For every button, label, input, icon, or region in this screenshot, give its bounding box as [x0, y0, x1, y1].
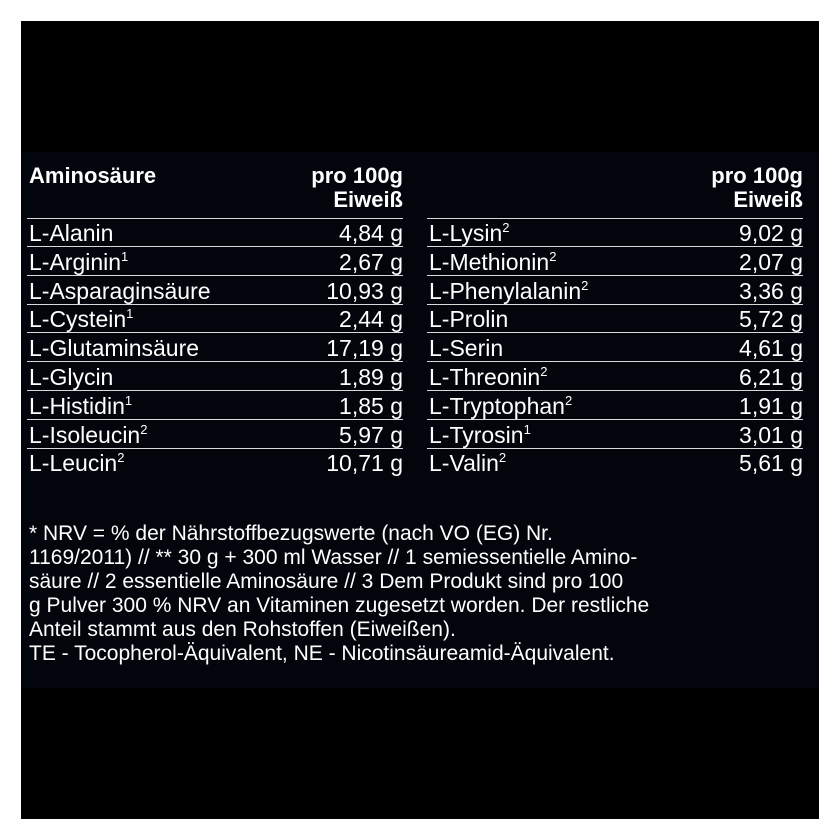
- header-per-line2: Eiweiß: [733, 187, 803, 212]
- header-per-line1: pro 100g: [711, 163, 803, 188]
- footnote-marker: 2: [117, 450, 125, 466]
- table-body: [21, 219, 819, 478]
- footnote-marker: 1: [124, 392, 133, 408]
- amino-acid-value: 5,72 g: [739, 306, 803, 333]
- header-amino-acid: Aminosäure: [29, 163, 157, 188]
- amino-acid-label: L-Methionin: [429, 248, 550, 275]
- footnote-line: Anteil stammt aus den Rohstoffen (Eiweißen).: [29, 618, 456, 641]
- amino-acid-label: L-Asparaginsäure: [29, 277, 211, 304]
- amino-acid-label: L-Glutaminsäure: [29, 335, 200, 362]
- amino-acid-label: L-Alanin: [29, 220, 114, 246]
- amino-acid-value: 3,01 g: [739, 421, 803, 448]
- footnote-marker: 1: [121, 248, 129, 264]
- amino-acid-value: 10,71 g: [326, 450, 403, 477]
- amino-acid-value: 1,91 g: [739, 392, 803, 419]
- footnote-line: säure // 2 essentielle Aminosäure // 3 Dem Produkt sind pro 100: [29, 570, 624, 593]
- amino-acid-value: 5,61 g: [739, 450, 803, 477]
- header-per-line1: pro 100g: [311, 163, 403, 188]
- amino-acid-label: L-Lysin: [429, 220, 503, 246]
- footnote-marker: 1: [523, 421, 531, 437]
- header-per-100g-left: [251, 164, 403, 212]
- amino-acid-value: 4,61 g: [739, 335, 803, 362]
- table-row: [21, 421, 819, 450]
- amino-acid-value: 2,07 g: [739, 248, 803, 275]
- table-header: [21, 162, 819, 214]
- footnote-line: g Pulver 300 % NRV an Vitaminen zugesetzt worden. Der restliche: [29, 594, 650, 617]
- amino-acid-label: L-Valin: [429, 450, 499, 477]
- table-row: [21, 277, 819, 306]
- amino-acid-value: 5,97 g: [339, 421, 403, 448]
- footnote-marker: 2: [549, 248, 557, 264]
- amino-acid-value: 6,21 g: [739, 363, 803, 390]
- footnote: [29, 522, 815, 666]
- footnote-marker: 2: [581, 277, 589, 293]
- table-row: [21, 363, 819, 392]
- footnote-line: TE - Tocopherol-Äquivalent, NE - Nicotinsäureamid-Äquivalent.: [29, 642, 615, 665]
- amino-acid-table-panel: [21, 152, 819, 688]
- amino-acid-label: L-Prolin: [429, 306, 509, 333]
- amino-acid-label: L-Tyrosin: [429, 421, 524, 448]
- amino-acid-value: 3,36 g: [739, 277, 803, 304]
- table-row: [21, 219, 819, 248]
- footnote-marker: 2: [140, 421, 148, 437]
- footnote-marker: 1: [126, 306, 134, 322]
- amino-acid-label: L-Arginin: [29, 248, 122, 275]
- amino-acid-value: 2,67 g: [339, 248, 403, 275]
- footnote-marker: 2: [502, 220, 510, 235]
- table-row: [21, 305, 819, 334]
- amino-acid-label: L-Phenylalanin: [429, 277, 582, 304]
- table-row: [21, 334, 819, 363]
- amino-acid-value: 1,89 g: [339, 363, 403, 390]
- amino-acid-label: L-Cystein: [29, 306, 127, 333]
- amino-acid-label: L-Isoleucin: [29, 421, 141, 448]
- table-row: [21, 449, 819, 478]
- footnote-line: * NRV = % der Nährstoffbezugswerte (nach VO (EG) Nr.: [29, 522, 553, 545]
- amino-acid-label: L-Tryptophan: [429, 392, 565, 419]
- footnote-line: 1169/2011) // ** 30 g + 300 ml Wasser // 1 semiessentielle Amino-: [29, 546, 638, 569]
- footnote-marker: 2: [540, 363, 548, 379]
- amino-acid-value: 17,19 g: [326, 335, 403, 362]
- amino-acid-label: L-Leucin: [29, 450, 118, 477]
- amino-acid-value: 1,85 g: [339, 392, 403, 419]
- amino-acid-label: L-Histidin: [29, 392, 125, 419]
- table-row: [21, 248, 819, 277]
- footnote-marker: 2: [564, 392, 573, 408]
- footnote-marker: 2: [498, 450, 507, 466]
- amino-acid-value: 2,44 g: [339, 306, 403, 333]
- header-per-100g-right: [651, 164, 803, 212]
- amino-acid-label: L-Serin: [429, 335, 504, 362]
- amino-acid-value: 4,84 g: [339, 220, 403, 246]
- header-per-line2: Eiweiß: [333, 187, 403, 212]
- amino-acid-value: 10,93 g: [326, 277, 403, 304]
- amino-acid-label: L-Threonin: [429, 363, 541, 390]
- table-row: [21, 392, 819, 421]
- amino-acid-label: L-Glycin: [29, 363, 114, 390]
- amino-acid-value: 9,02 g: [739, 220, 803, 246]
